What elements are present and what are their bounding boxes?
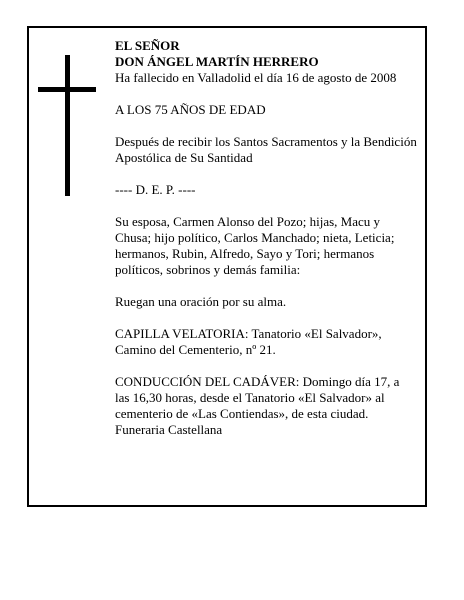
chapel-info bbox=[115, 326, 417, 358]
cross-horizontal-bar bbox=[38, 87, 96, 92]
cross-vertical-bar bbox=[65, 55, 70, 196]
chapel-label: CAPILLA VELATORIA bbox=[115, 326, 245, 341]
funeral-home: Funeraria Castellana bbox=[115, 422, 223, 437]
age-line: A LOS 75 AÑOS DE EDAD bbox=[115, 102, 266, 117]
obituary-text bbox=[115, 38, 417, 438]
procession-label: CONDUCCIÓN DEL CADÁVER bbox=[115, 374, 296, 389]
honorific: EL SEÑOR bbox=[115, 38, 180, 53]
procession-text: : Domingo día 17, a las 16,30 horas, desde el Tanatorio «El Salvador» al cementerio de «Las Contiendas», de esta ciudad. bbox=[115, 374, 400, 421]
sacraments-line: Después de recibir los Santos Sacramentos y la Bendición Apostólica de Su Santidad bbox=[115, 134, 417, 165]
family-list: Su esposa, Carmen Alonso del Pozo; hijas, Macu y Chusa; hijo político, Carlos Manchado; nieta, Leticia; hermanos, Rubin, Alfredo, Sayo y Tori; hermanos políticos, sobrinos y demás familia: bbox=[115, 214, 395, 277]
chapel-text: : Tanatorio «El Salvador», Camino del Cementerio, nº 21. bbox=[115, 326, 382, 357]
prayer-request: Ruegan una oración por su alma. bbox=[115, 294, 287, 309]
rip-line: ---- D. E. P. ---- bbox=[115, 182, 196, 197]
procession-info bbox=[115, 374, 417, 422]
death-line: Ha fallecido en Valladolid el día 16 de agosto de 2008 bbox=[115, 70, 397, 85]
cross-icon bbox=[38, 55, 96, 196]
deceased-name: DON ÁNGEL MARTÍN HERRERO bbox=[115, 54, 319, 69]
